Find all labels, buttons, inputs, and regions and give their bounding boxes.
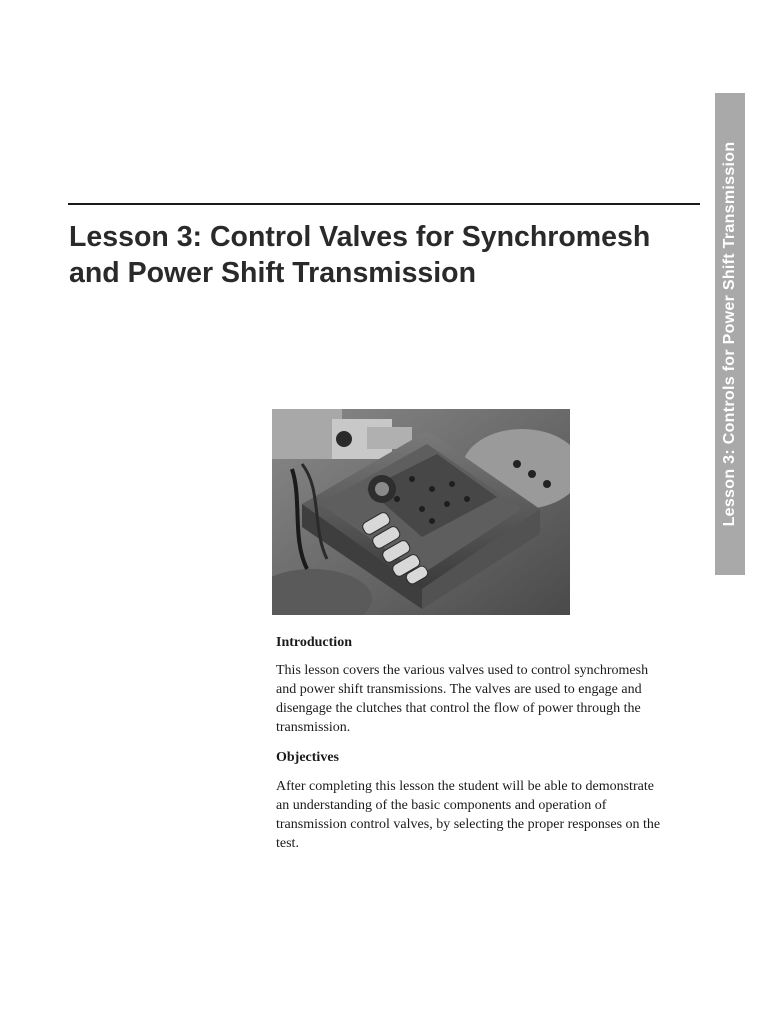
introduction-line: transmission. — [276, 720, 351, 735]
photo-illustration — [272, 409, 570, 615]
lesson-title-line-2: and Power Shift Transmission — [69, 257, 477, 289]
side-tab — [715, 93, 745, 575]
objectives-line: an understanding of the basic components and operation of — [276, 798, 607, 813]
lesson-title — [69, 219, 709, 291]
transmission-control-valve-photo — [272, 409, 570, 615]
objectives-line: test. — [276, 836, 299, 851]
objectives-heading: Objectives — [276, 750, 339, 765]
objectives-line: transmission control valves, by selecting the proper responses on the — [276, 817, 661, 832]
introduction-heading: Introduction — [276, 635, 352, 650]
introduction-line: and power shift transmissions. The valves are used to engage and — [276, 682, 642, 697]
side-tab-label: Lesson 3: Controls for Power Shift Transmission — [721, 141, 738, 527]
objectives-paragraph — [276, 777, 706, 853]
introduction-paragraph — [276, 661, 706, 737]
lesson-title-line-1: Lesson 3: Control Valves for Synchromesh — [69, 221, 651, 253]
introduction-line: disengage the clutches that control the flow of power through the — [276, 701, 641, 716]
introduction-line: This lesson covers the various valves used to control synchromesh — [276, 663, 649, 678]
title-rule — [68, 203, 700, 205]
objectives-line: After completing this lesson the student will be able to demonstrate — [276, 779, 654, 794]
